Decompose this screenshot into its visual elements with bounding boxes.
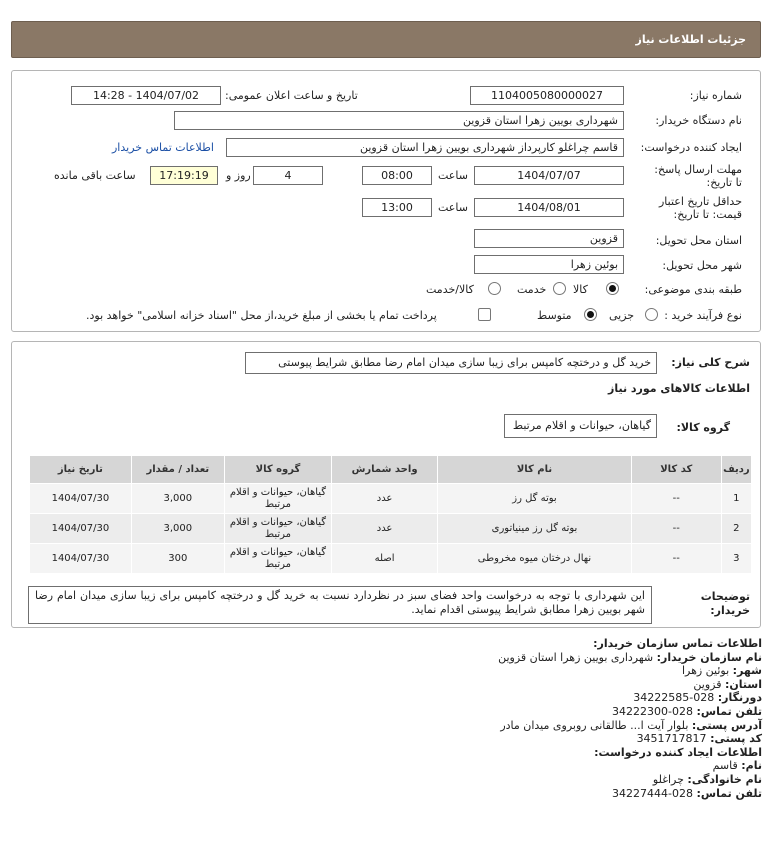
cell-row: 3	[721, 544, 751, 574]
col-name: نام کالا	[438, 456, 632, 484]
contact-title: اطلاعات تماس سازمان خریدار:	[593, 637, 762, 650]
cell-row: 2	[721, 514, 751, 544]
cell-group: گیاهان، حیوانات و اقلام مرتبط	[224, 484, 331, 514]
need-number-field: 1104005080000027	[470, 86, 624, 105]
cell-code: --	[631, 484, 721, 514]
buyer-notes-label: توضیحات خریدار:	[700, 590, 750, 617]
cell-date: 1404/07/30	[30, 484, 132, 514]
col-unit: واحد شمارش	[332, 456, 438, 484]
cell-code: --	[631, 544, 721, 574]
cell-name: بوته گل رز مینیاتوری	[438, 514, 632, 544]
phone-label: تلفن تماس:	[696, 704, 762, 718]
process-label: نوع فرآیند خرید :	[664, 309, 742, 322]
fax-label: دورنگار:	[717, 691, 762, 705]
remaining-label: ساعت باقی مانده	[54, 169, 136, 182]
category-goods-service-label: کالا/خدمت	[426, 283, 474, 296]
contact-province-label: استان:	[725, 677, 762, 691]
process-minor-radio[interactable]	[645, 308, 658, 321]
creator-label: ایجاد کننده درخواست:	[640, 141, 742, 154]
process-medium-radio[interactable]	[584, 308, 597, 321]
cell-row: 1	[721, 484, 751, 514]
creator-info-title: اطلاعات ایجاد کننده درخواست:	[594, 745, 762, 759]
goods-panel	[11, 341, 761, 628]
cell-name: نهال درختان میوه مخروطی	[438, 544, 632, 574]
category-label: طبقه بندی موضوعی:	[644, 283, 742, 296]
validity-time-field: 13:00	[362, 198, 432, 217]
cell-group: گیاهان، حیوانات و اقلام مرتبط	[224, 514, 331, 544]
creator-phone-value: 028-34227444	[612, 786, 694, 800]
contact-city-value: بوئین زهرا	[681, 664, 730, 678]
validity-date-field: 1404/08/01	[474, 198, 624, 217]
price-validity-label: حداقل تاریخ اعتبار قیمت: تا تاریخ:	[658, 195, 742, 221]
org-value: شهرداری بویین زهرا استان قزوین	[498, 650, 654, 664]
cell-qty: 3,000	[131, 514, 224, 544]
goods-group-field: گیاهان، حیوانات و اقلام مرتبط	[504, 414, 657, 438]
category-goods-radio[interactable]	[606, 282, 619, 295]
col-date: تاریخ نیاز	[30, 456, 132, 484]
goods-info-title: اطلاعات کالاهای مورد نیاز	[608, 382, 750, 395]
summary-label: شرح کلی نیاز:	[671, 356, 750, 369]
cell-date: 1404/07/30	[30, 514, 132, 544]
treasury-note: پرداخت تمام یا بخشی از مبلغ خرید،از محل "اسناد خزانه اسلامی" خواهد بود.	[86, 309, 437, 322]
contact-section	[22, 637, 762, 800]
reply-time-field: 08:00	[362, 166, 432, 185]
cell-date: 1404/07/30	[30, 544, 132, 574]
cell-code: --	[631, 514, 721, 544]
summary-field: خرید گل و درختچه کامپس برای زیبا سازی میدان امام رضا مطابق شرایط پیوستی	[245, 352, 657, 374]
goods-table	[29, 455, 752, 574]
process-minor-label: جزیی	[609, 309, 635, 322]
col-row: ردیف	[721, 456, 751, 484]
org-label: نام سازمان خریدار:	[656, 650, 762, 664]
creator-field: قاسم چراغلو کارپرداز شهرداری بویین زهرا استان قزوین	[226, 138, 624, 157]
validity-time-label: ساعت	[438, 201, 468, 214]
table-row	[30, 514, 752, 544]
days-field: 4	[253, 166, 323, 185]
cell-unit: اصله	[332, 544, 438, 574]
address-label: آدرس پستی:	[691, 718, 762, 732]
goods-table-header	[30, 456, 752, 484]
process-medium-label: متوسط	[537, 309, 572, 322]
buyer-org-field: شهرداری بویین زهرا استان قزوین	[174, 111, 624, 130]
buyer-contact-link[interactable]: اطلاعات تماس خریدار	[112, 141, 214, 154]
buyer-org-label: نام دستگاه خریدار:	[655, 114, 742, 127]
creator-name-label: نام:	[741, 759, 762, 773]
need-info-panel	[11, 70, 761, 332]
category-service-radio[interactable]	[553, 282, 566, 295]
cell-qty: 300	[131, 544, 224, 574]
creator-name-value: قاسم	[712, 759, 738, 773]
city-label: شهر محل تحویل:	[662, 259, 742, 272]
buyer-notes-field: این شهرداری با توجه به درخواست واحد فضای سبز در نظردارد نسبت به خرید گل و درختچه کامپس برای زیبا سازی میدان امام رضا شهر بویین زهرا مطابق شرایط پیوستی اقدام نماید.	[28, 586, 652, 624]
cell-unit: عدد	[332, 484, 438, 514]
creator-family-label: نام خانوادگی:	[687, 772, 762, 786]
phone-value: 028-34222300	[612, 704, 694, 718]
col-group: گروه کالا	[224, 456, 331, 484]
postal-value: 3451717817	[636, 732, 707, 746]
creator-phone-label: تلفن تماس:	[696, 786, 762, 800]
reply-time-label: ساعت	[438, 169, 468, 182]
cell-unit: عدد	[332, 514, 438, 544]
col-qty: تعداد / مقدار	[131, 456, 224, 484]
contact-province-value: قزوین	[693, 677, 722, 691]
announce-field: 1404/07/02 - 14:28	[71, 86, 221, 105]
postal-label: کد پستی:	[710, 732, 762, 746]
contact-city-label: شهر:	[732, 664, 762, 678]
cell-group: گیاهان، حیوانات و اقلام مرتبط	[224, 544, 331, 574]
category-service-label: خدمت	[517, 283, 547, 296]
table-row	[30, 484, 752, 514]
category-goods-service-radio[interactable]	[488, 282, 501, 295]
city-field: بوئین زهرا	[474, 255, 624, 274]
reply-deadline-label: مهلت ارسال پاسخ: تا تاریخ:	[654, 163, 742, 189]
reply-date-field: 1404/07/07	[474, 166, 624, 185]
cell-name: بوته گل رز	[438, 484, 632, 514]
days-label: روز و	[226, 169, 251, 182]
province-field: قزوین	[474, 229, 624, 248]
treasury-checkbox[interactable]	[478, 308, 491, 321]
goods-group-label: گروه کالا:	[676, 421, 730, 434]
page-title: جزئیات اطلاعات نیاز	[635, 33, 746, 46]
address-value: بلوار آیت ا... طالقانی روبروی میدان مادر	[500, 718, 689, 732]
province-label: استان محل تحویل:	[655, 234, 742, 247]
remaining-time-field: 17:19:19	[150, 166, 218, 185]
col-code: کد کالا	[631, 456, 721, 484]
creator-family-value: چراغلو	[652, 772, 684, 786]
announce-label: تاریخ و ساعت اعلان عمومی:	[225, 89, 358, 102]
table-row	[30, 544, 752, 574]
category-goods-label: کالا	[573, 283, 588, 296]
cell-qty: 3,000	[131, 484, 224, 514]
page-header	[11, 21, 761, 58]
fax-value: 028-34222585	[633, 691, 715, 705]
need-number-label: شماره نیاز:	[689, 89, 742, 102]
